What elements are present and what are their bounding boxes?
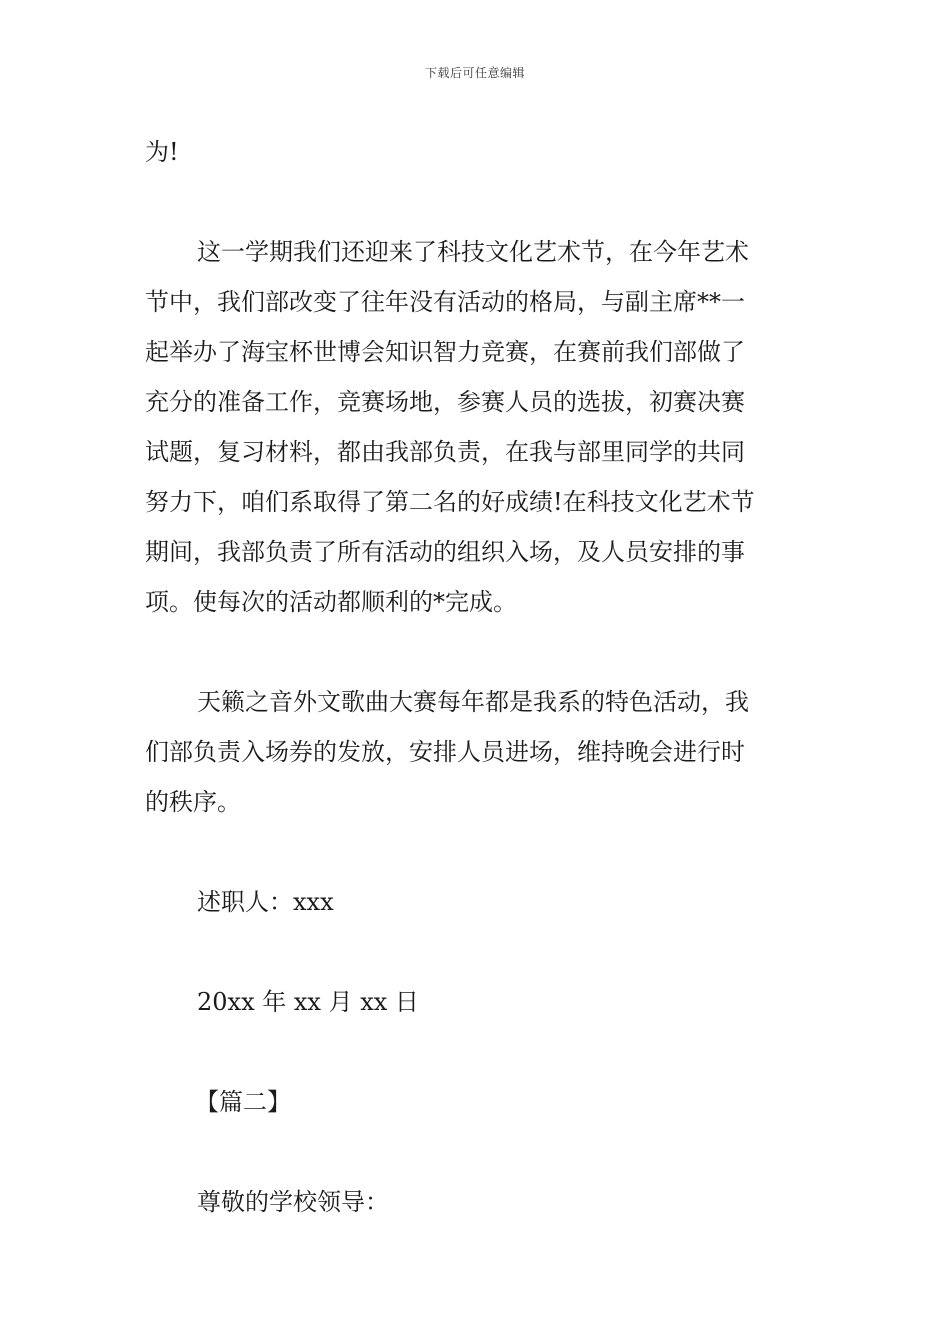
- section-heading: 【篇二】: [195, 1088, 291, 1116]
- signature-line: 述职人：xxx: [197, 888, 334, 916]
- opening-fragment: 为!: [145, 138, 179, 166]
- text-line: 的秩序。: [145, 788, 241, 816]
- paragraph-gap: [145, 177, 807, 227]
- paragraph-gap: [145, 1127, 807, 1177]
- paragraph-gap: [145, 1027, 807, 1077]
- paragraph-gap: [145, 927, 807, 977]
- text-line: 这一学期我们还迎来了科技文化艺术节，在今年艺术: [197, 238, 749, 266]
- document-body: [145, 127, 807, 1227]
- page-header-note: 下载后可任意编辑: [424, 66, 525, 80]
- text-line: 节中，我们部改变了往年没有活动的格局，与副主席**一: [145, 288, 745, 316]
- paragraph-song-contest: [145, 677, 807, 827]
- text-line: 试题，复习材料，都由我部负责，在我与部里同学的共同: [145, 438, 745, 466]
- paragraph-gap: [145, 827, 807, 877]
- salutation-line: 尊敬的学校领导：: [197, 1188, 389, 1216]
- paragraph-art-festival: [145, 227, 807, 627]
- text-line: 们部负责入场券的发放，安排人员进场，维持晚会进行时: [145, 738, 745, 766]
- paragraph-gap: [145, 627, 807, 677]
- text-line: 努力下，咱们系取得了第二名的好成绩!在科技文化艺术节: [145, 488, 755, 516]
- text-line: 项。使每次的活动都顺利的*完成。: [145, 588, 517, 616]
- text-line: 起举办了海宝杯世博会知识智力竞赛，在赛前我们部做了: [145, 338, 745, 366]
- date-line: 20xx 年 xx 月 xx 日: [197, 988, 419, 1016]
- text-line: 期间，我部负责了所有活动的组织入场，及人员安排的事: [145, 538, 745, 566]
- text-line: 充分的准备工作，竞赛场地，参赛人员的选拔，初赛决赛: [145, 388, 745, 416]
- text-line: 天籁之音外文歌曲大赛每年都是我系的特色活动，我: [197, 688, 749, 716]
